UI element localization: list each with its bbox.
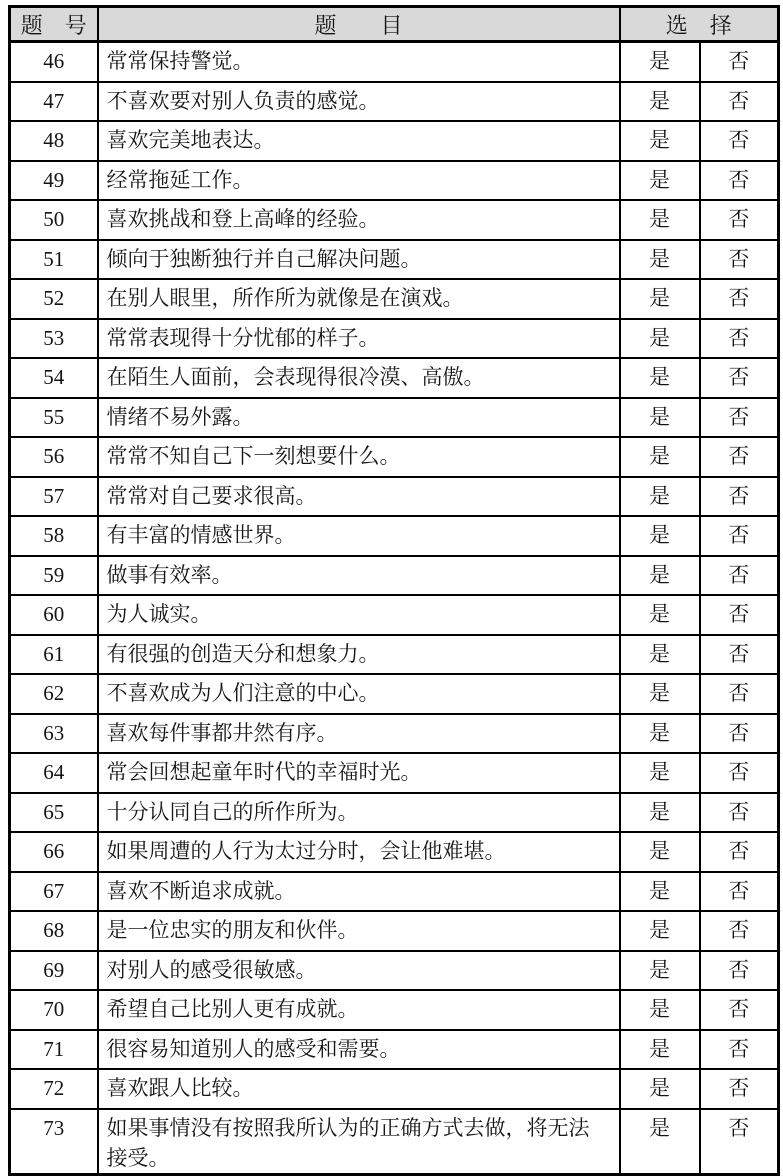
choice-yes-cell[interactable]: 是 (620, 240, 700, 280)
choice-yes-cell[interactable]: 是 (620, 82, 700, 122)
choice-yes-cell[interactable]: 是 (620, 319, 700, 359)
question-row (10, 753, 779, 793)
question-row (10, 477, 779, 517)
question-text: 希望自己比别人更有成就。 (98, 990, 620, 1030)
question-row (10, 319, 779, 359)
question-row (10, 595, 779, 635)
choice-no-cell[interactable]: 否 (700, 1069, 779, 1109)
question-text: 十分认同自己的所作所为。 (98, 793, 620, 833)
choice-no-cell[interactable]: 否 (700, 200, 779, 240)
choice-yes-cell[interactable]: 是 (620, 398, 700, 438)
question-row (10, 82, 779, 122)
question-row (10, 911, 779, 951)
header-row (10, 7, 779, 42)
question-row (10, 1030, 779, 1070)
choice-no-cell[interactable]: 否 (700, 477, 779, 517)
question-number: 49 (10, 161, 98, 201)
header-choice: 选 择 (620, 7, 779, 42)
question-number: 62 (10, 674, 98, 714)
question-number: 58 (10, 516, 98, 556)
question-row (10, 832, 779, 872)
choice-yes-cell[interactable]: 是 (620, 951, 700, 991)
question-row (10, 1109, 779, 1175)
question-number: 72 (10, 1069, 98, 1109)
question-text: 不喜欢成为人们注意的中心。 (98, 674, 620, 714)
choice-yes-cell[interactable]: 是 (620, 279, 700, 319)
choice-no-cell[interactable]: 否 (700, 872, 779, 912)
choice-no-cell[interactable]: 否 (700, 990, 779, 1030)
question-number: 53 (10, 319, 98, 359)
question-number: 67 (10, 872, 98, 912)
choice-no-cell[interactable]: 否 (700, 42, 779, 82)
question-row (10, 121, 779, 161)
question-number: 68 (10, 911, 98, 951)
choice-no-cell[interactable]: 否 (700, 911, 779, 951)
question-number: 60 (10, 595, 98, 635)
question-text: 在陌生人面前，会表现得很冷漠、高傲。 (98, 358, 620, 398)
question-text: 倾向于独断独行并自己解决问题。 (98, 240, 620, 280)
choice-yes-cell[interactable]: 是 (620, 674, 700, 714)
header-question-number: 题 号 (10, 7, 98, 42)
choice-yes-cell[interactable]: 是 (620, 714, 700, 754)
question-number: 54 (10, 358, 98, 398)
choice-yes-cell[interactable]: 是 (620, 437, 700, 477)
question-number: 57 (10, 477, 98, 517)
choice-yes-cell[interactable]: 是 (620, 1109, 700, 1175)
question-text: 喜欢跟人比较。 (98, 1069, 620, 1109)
question-number: 48 (10, 121, 98, 161)
choice-yes-cell[interactable]: 是 (620, 200, 700, 240)
choice-yes-cell[interactable]: 是 (620, 42, 700, 82)
question-text: 如果周遭的人行为太过分时，会让他难堪。 (98, 832, 620, 872)
question-number: 46 (10, 42, 98, 82)
question-text: 为人诚实。 (98, 595, 620, 635)
question-number: 71 (10, 1030, 98, 1070)
choice-yes-cell[interactable]: 是 (620, 872, 700, 912)
choice-no-cell[interactable]: 否 (700, 595, 779, 635)
question-row (10, 398, 779, 438)
question-text: 是一位忠实的朋友和伙伴。 (98, 911, 620, 951)
question-row (10, 635, 779, 675)
question-row (10, 279, 779, 319)
questionnaire-table (8, 5, 780, 1176)
question-row (10, 714, 779, 754)
choice-yes-cell[interactable]: 是 (620, 477, 700, 517)
question-text: 很容易知道别人的感受和需要。 (98, 1030, 620, 1070)
question-number: 63 (10, 714, 98, 754)
question-row (10, 516, 779, 556)
choice-yes-cell[interactable]: 是 (620, 1069, 700, 1109)
question-row (10, 161, 779, 201)
choice-yes-cell[interactable]: 是 (620, 832, 700, 872)
question-text: 有丰富的情感世界。 (98, 516, 620, 556)
choice-no-cell[interactable]: 否 (700, 121, 779, 161)
question-text: 常常保持警觉。 (98, 42, 620, 82)
choice-yes-cell[interactable]: 是 (620, 793, 700, 833)
question-text: 喜欢挑战和登上高峰的经验。 (98, 200, 620, 240)
question-row (10, 990, 779, 1030)
question-number: 61 (10, 635, 98, 675)
question-text: 经常拖延工作。 (98, 161, 620, 201)
question-row (10, 556, 779, 596)
choice-no-cell[interactable]: 否 (700, 635, 779, 675)
choice-no-cell[interactable]: 否 (700, 1030, 779, 1070)
choice-yes-cell[interactable]: 是 (620, 595, 700, 635)
question-row (10, 42, 779, 82)
table-header (10, 7, 779, 42)
question-row (10, 872, 779, 912)
question-row (10, 240, 779, 280)
question-row (10, 1069, 779, 1109)
question-text: 在别人眼里，所作所为就像是在演戏。 (98, 279, 620, 319)
question-number: 51 (10, 240, 98, 280)
question-text: 常常不知自己下一刻想要什么。 (98, 437, 620, 477)
choice-no-cell[interactable]: 否 (700, 279, 779, 319)
choice-no-cell[interactable]: 否 (700, 832, 779, 872)
table-body (10, 42, 779, 1175)
choice-yes-cell[interactable]: 是 (620, 516, 700, 556)
choice-yes-cell[interactable]: 是 (620, 753, 700, 793)
question-number: 64 (10, 753, 98, 793)
question-text: 情绪不易外露。 (98, 398, 620, 438)
question-number: 70 (10, 990, 98, 1030)
choice-no-cell[interactable]: 否 (700, 793, 779, 833)
choice-yes-cell[interactable]: 是 (620, 635, 700, 675)
choice-yes-cell[interactable]: 是 (620, 990, 700, 1030)
question-number: 65 (10, 793, 98, 833)
question-number: 56 (10, 437, 98, 477)
question-row (10, 951, 779, 991)
question-text: 喜欢不断追求成就。 (98, 872, 620, 912)
header-question-title: 题 目 (98, 7, 620, 42)
question-text: 常常表现得十分忧郁的样子。 (98, 319, 620, 359)
question-text: 喜欢每件事都井然有序。 (98, 714, 620, 754)
question-text: 不喜欢要对别人负责的感觉。 (98, 82, 620, 122)
choice-no-cell[interactable]: 否 (700, 398, 779, 438)
choice-yes-cell[interactable]: 是 (620, 911, 700, 951)
question-number: 59 (10, 556, 98, 596)
choice-no-cell[interactable]: 否 (700, 161, 779, 201)
choice-yes-cell[interactable]: 是 (620, 358, 700, 398)
question-number: 69 (10, 951, 98, 991)
question-text: 有很强的创造天分和想象力。 (98, 635, 620, 675)
question-row (10, 793, 779, 833)
question-text: 做事有效率。 (98, 556, 620, 596)
choice-yes-cell[interactable]: 是 (620, 556, 700, 596)
choice-no-cell[interactable]: 否 (700, 714, 779, 754)
choice-no-cell[interactable]: 否 (700, 556, 779, 596)
question-number: 73 (10, 1109, 98, 1175)
choice-no-cell[interactable]: 否 (700, 358, 779, 398)
choice-no-cell[interactable]: 否 (700, 319, 779, 359)
question-number: 47 (10, 82, 98, 122)
question-text: 常会回想起童年时代的幸福时光。 (98, 753, 620, 793)
question-number: 52 (10, 279, 98, 319)
choice-no-cell[interactable]: 否 (700, 240, 779, 280)
question-row (10, 200, 779, 240)
choice-no-cell[interactable]: 否 (700, 82, 779, 122)
question-text: 如果事情没有按照我所认为的正确方式去做，将无法接受。 (98, 1109, 620, 1175)
question-row (10, 674, 779, 714)
choice-no-cell[interactable]: 否 (700, 1109, 779, 1175)
question-row (10, 437, 779, 477)
question-number: 66 (10, 832, 98, 872)
question-text: 喜欢完美地表达。 (98, 121, 620, 161)
choice-yes-cell[interactable]: 是 (620, 161, 700, 201)
question-number: 55 (10, 398, 98, 438)
choice-no-cell[interactable]: 否 (700, 951, 779, 991)
choice-no-cell[interactable]: 否 (700, 674, 779, 714)
choice-yes-cell[interactable]: 是 (620, 1030, 700, 1070)
question-row (10, 358, 779, 398)
choice-no-cell[interactable]: 否 (700, 437, 779, 477)
question-text: 对别人的感受很敏感。 (98, 951, 620, 991)
question-text: 常常对自己要求很高。 (98, 477, 620, 517)
choice-yes-cell[interactable]: 是 (620, 121, 700, 161)
choice-no-cell[interactable]: 否 (700, 753, 779, 793)
question-number: 50 (10, 200, 98, 240)
choice-no-cell[interactable]: 否 (700, 516, 779, 556)
